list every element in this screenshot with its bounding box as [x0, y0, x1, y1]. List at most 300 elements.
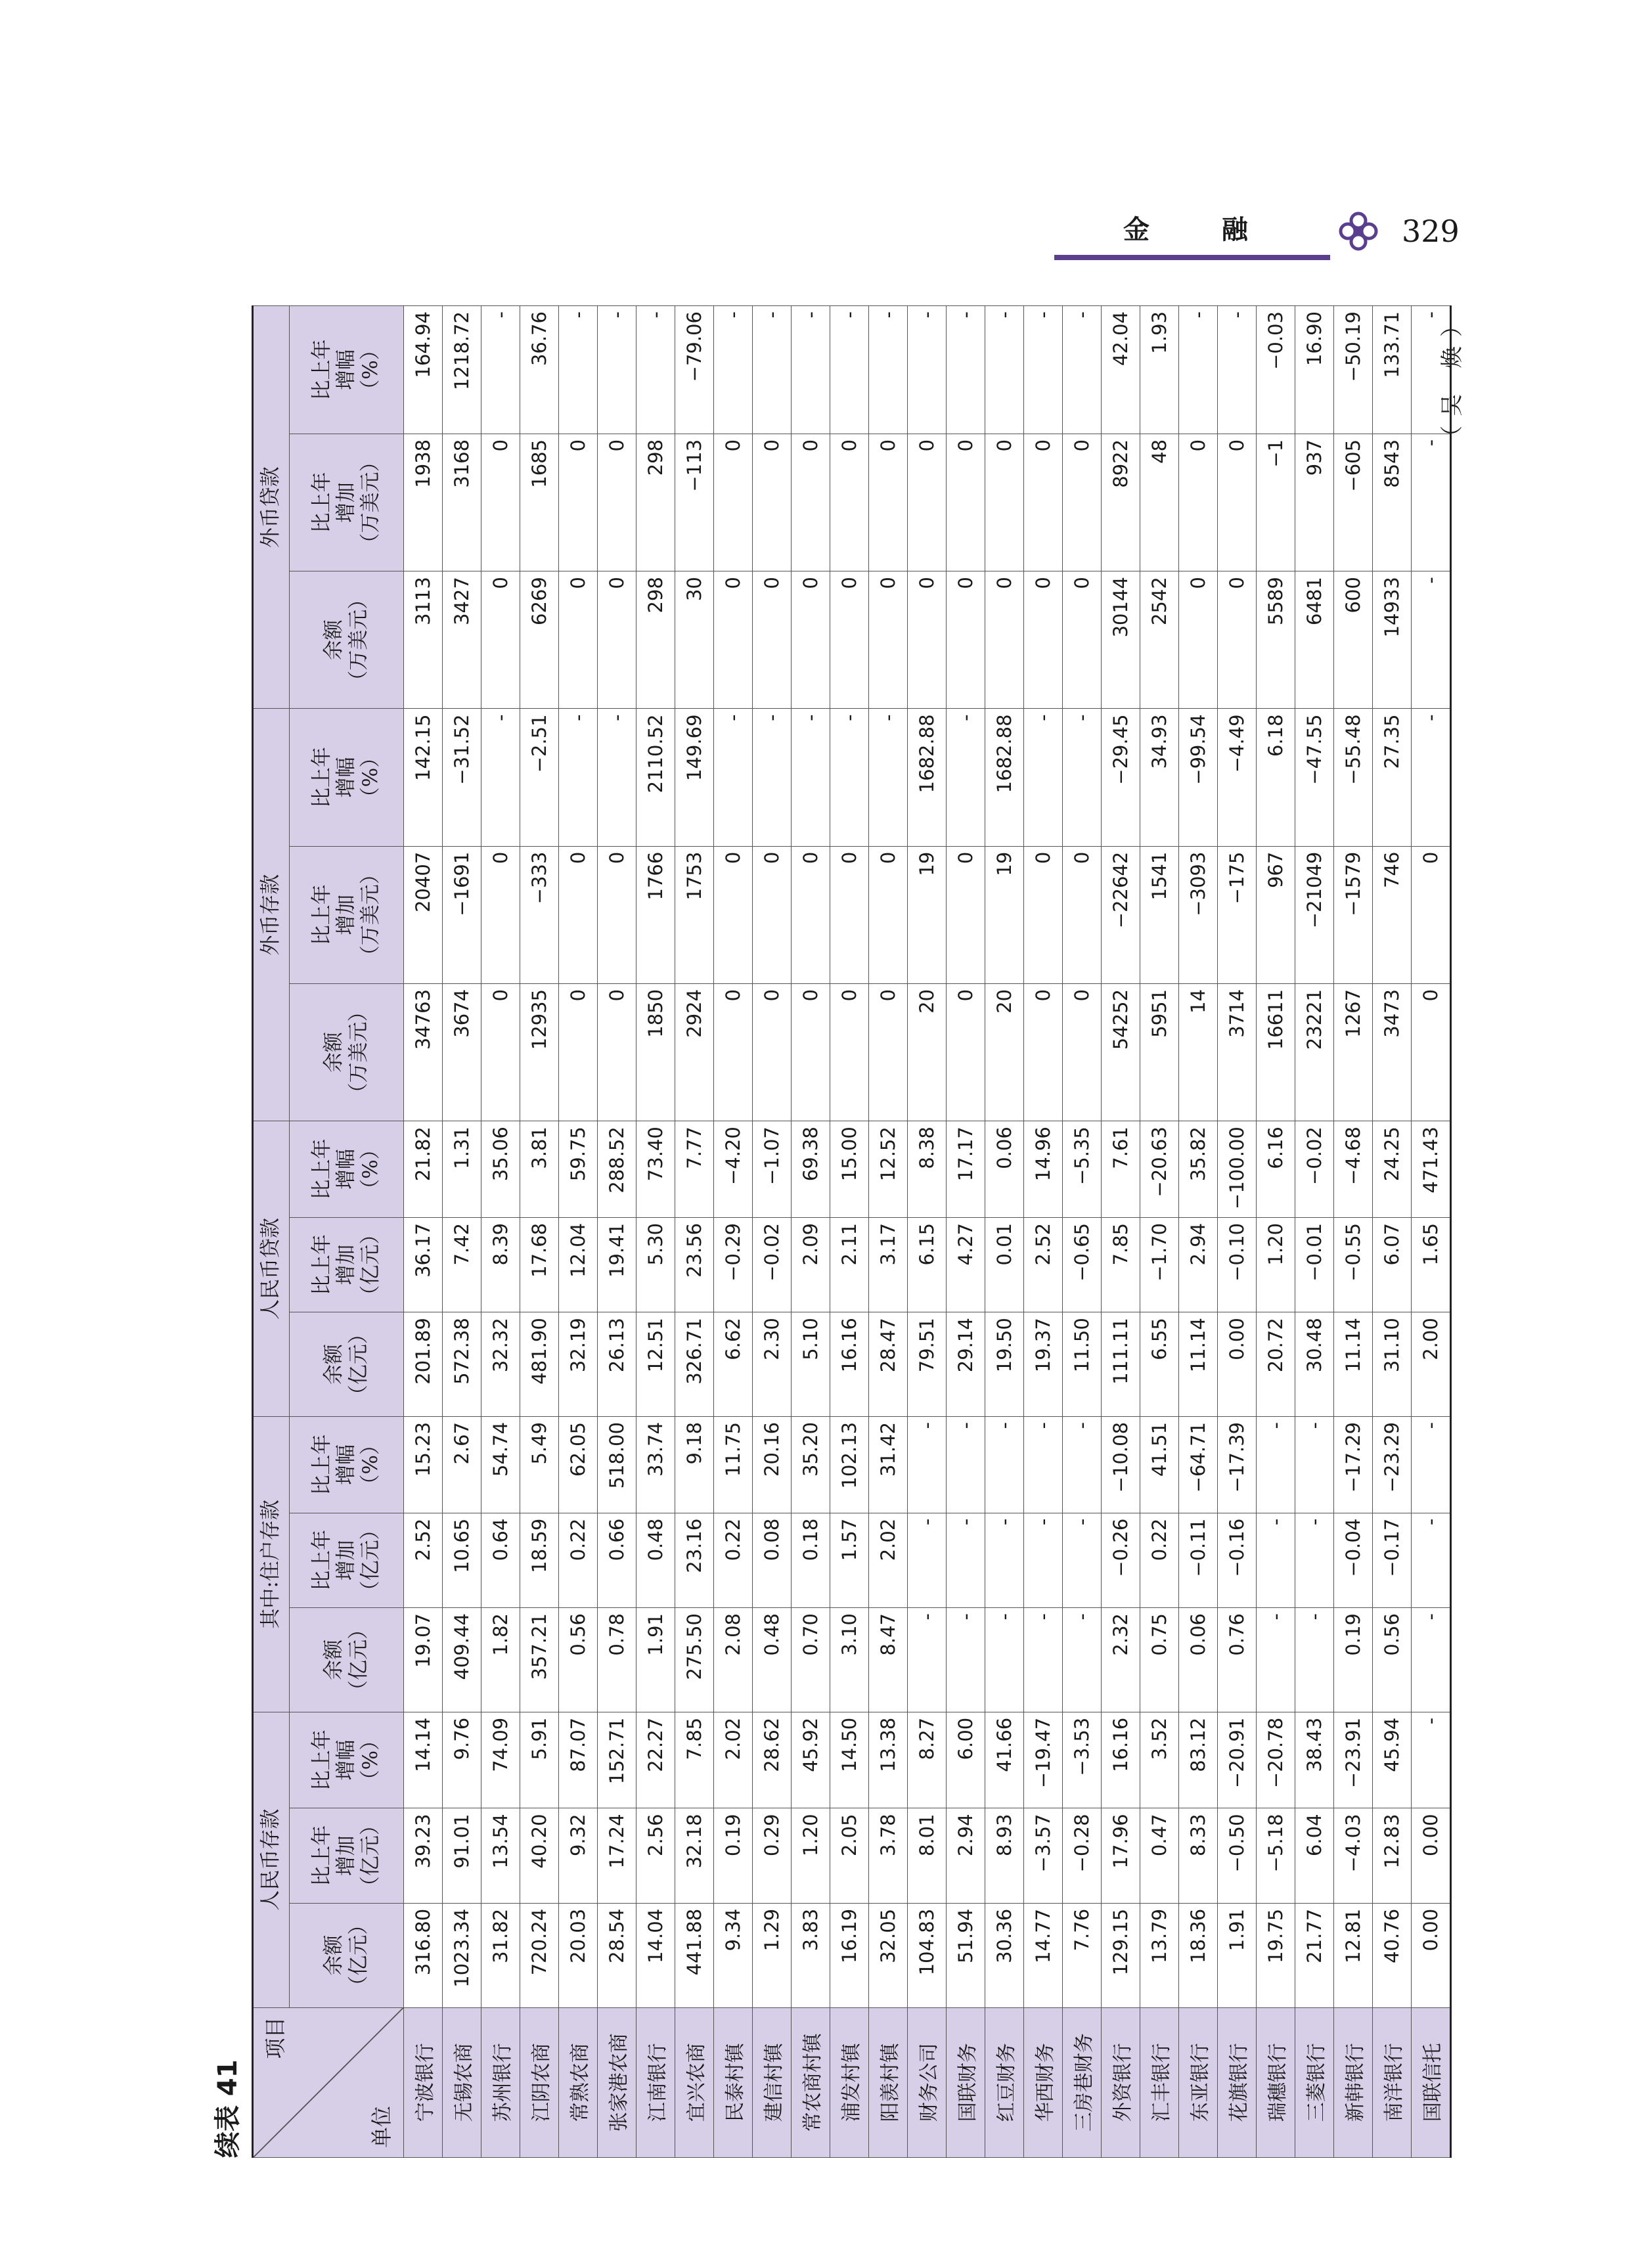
group-header: 外币存款	[253, 709, 290, 1121]
value-cell: −5.35	[1063, 1121, 1102, 1218]
value-cell: 0	[869, 983, 908, 1121]
value-cell: 6.16	[1257, 1121, 1295, 1218]
value-cell: 34.93	[1140, 709, 1179, 846]
value-cell: 38.43	[1295, 1712, 1334, 1808]
value-cell: -	[1024, 709, 1063, 846]
value-cell: −19.47	[1024, 1712, 1063, 1808]
unit-name-cell: 花旗银行	[1218, 2007, 1257, 2157]
value-cell: 129.15	[1102, 1903, 1140, 2007]
unit-name-cell: 汇丰银行	[1140, 2007, 1179, 2157]
value-cell: 0.56	[1373, 1608, 1412, 1712]
unit-name-cell: 外资银行	[1102, 2007, 1140, 2157]
value-cell: -	[1412, 306, 1451, 434]
value-cell: 0.00	[1412, 1808, 1451, 1903]
value-cell: −99.54	[1179, 709, 1218, 846]
sub-header-increase-cny: 比上年 增加 （亿元）	[290, 1808, 404, 1903]
value-cell: −55.48	[1334, 709, 1373, 846]
value-cell: 91.01	[443, 1808, 481, 1903]
value-cell: 0	[792, 983, 830, 1121]
value-cell: -	[1412, 1513, 1451, 1607]
value-cell: -	[830, 709, 869, 846]
value-cell: 1023.34	[443, 1903, 481, 2007]
value-cell: 19	[908, 846, 947, 983]
value-cell: 0	[830, 983, 869, 1121]
value-cell: −4.49	[1218, 709, 1257, 846]
value-cell: 0	[598, 846, 636, 983]
value-cell: 16.90	[1295, 306, 1334, 434]
value-cell: 14.14	[404, 1712, 443, 1808]
table-footnote: （吴 焕）	[1439, 305, 1465, 448]
value-cell: -	[1412, 1416, 1451, 1513]
value-cell: 30.36	[985, 1903, 1024, 2007]
value-cell: −3.57	[1024, 1808, 1063, 1903]
value-cell: 0	[481, 434, 520, 571]
value-cell: 0.66	[598, 1513, 636, 1607]
table-row	[1412, 306, 1451, 2158]
value-cell: 2.05	[830, 1808, 869, 1903]
table-row	[1140, 306, 1179, 2158]
value-cell: 32.32	[481, 1312, 520, 1417]
value-cell: 1685	[520, 434, 559, 571]
unit-name-cell: 阳羡村镇	[869, 2007, 908, 2157]
value-cell: 2.02	[869, 1513, 908, 1607]
value-cell: 0	[1063, 983, 1102, 1121]
value-cell: −1691	[443, 846, 481, 983]
value-cell: 36.76	[520, 306, 559, 434]
group-header: 其中:住户存款	[253, 1416, 290, 1712]
value-cell: 1.31	[443, 1121, 481, 1218]
value-cell: 19.37	[1024, 1312, 1063, 1417]
value-cell: -	[908, 1608, 947, 1712]
value-cell: 14933	[1373, 571, 1412, 709]
value-cell: -	[1412, 1608, 1451, 1712]
value-cell: 0	[1063, 434, 1102, 571]
value-cell: 16.16	[1102, 1712, 1140, 1808]
value-cell: 28.62	[753, 1712, 792, 1808]
value-cell: 0	[559, 571, 598, 709]
value-cell: 12.04	[559, 1217, 598, 1312]
table-row	[869, 306, 908, 2158]
value-cell: 73.40	[636, 1121, 675, 1218]
corner-header	[253, 2007, 404, 2157]
value-cell: 34763	[404, 983, 443, 1121]
value-cell: 6.55	[1140, 1312, 1179, 1417]
value-cell: 0	[792, 434, 830, 571]
value-cell: −0.04	[1334, 1513, 1373, 1607]
value-cell: 1753	[675, 846, 714, 983]
value-cell: 0.22	[1140, 1513, 1179, 1607]
value-cell: 16.19	[830, 1903, 869, 2007]
value-cell: 2.09	[792, 1217, 830, 1312]
value-cell: 6.15	[908, 1217, 947, 1312]
value-cell: 2542	[1140, 571, 1179, 709]
value-cell: 10.65	[443, 1513, 481, 1607]
sub-header-growth: 比上年 增幅 （%）	[290, 1416, 404, 1513]
value-cell: −113	[675, 434, 714, 571]
value-cell: 0.00	[1412, 1903, 1451, 2007]
value-cell: 0	[598, 434, 636, 571]
value-cell: 45.92	[792, 1712, 830, 1808]
value-cell: -	[792, 709, 830, 846]
value-cell: 0	[985, 434, 1024, 571]
value-cell: 0.56	[559, 1608, 598, 1712]
unit-name-cell: 宁波银行	[404, 2007, 443, 2157]
value-cell: 0.06	[1179, 1608, 1218, 1712]
value-cell: 518.00	[598, 1416, 636, 1513]
value-cell: −0.55	[1334, 1217, 1373, 1312]
value-cell: 0.19	[714, 1808, 753, 1903]
value-cell: −0.11	[1179, 1513, 1218, 1607]
corner-item-label: 项目	[263, 2017, 288, 2059]
value-cell: 2.56	[636, 1808, 675, 1903]
value-cell: -	[908, 1416, 947, 1513]
value-cell: 19.75	[1257, 1903, 1295, 2007]
value-cell: 0	[481, 846, 520, 983]
value-cell: 3.10	[830, 1608, 869, 1712]
value-cell: 572.38	[443, 1312, 481, 1417]
value-cell: -	[1412, 709, 1451, 846]
value-cell: 0	[947, 571, 985, 709]
value-cell: 1.57	[830, 1513, 869, 1607]
unit-name-cell: 国联财务	[947, 2007, 985, 2157]
value-cell: 0	[1412, 983, 1451, 1121]
value-cell: 3473	[1373, 983, 1412, 1121]
sub-header-balance-cny: 余额 （亿元）	[290, 1312, 404, 1417]
value-cell: 2.00	[1412, 1312, 1451, 1417]
value-cell: 1938	[404, 434, 443, 571]
value-cell: 0	[1024, 983, 1063, 1121]
table-row	[985, 306, 1024, 2158]
value-cell: -	[792, 306, 830, 434]
value-cell: -	[947, 1416, 985, 1513]
value-cell: 2.52	[404, 1513, 443, 1607]
value-cell: 20	[985, 983, 1024, 1121]
value-cell: 0	[559, 434, 598, 571]
value-cell: 6.07	[1373, 1217, 1412, 1312]
value-cell: 0	[559, 983, 598, 1121]
value-cell: -	[908, 1513, 947, 1607]
value-cell: 30.48	[1295, 1312, 1334, 1417]
value-cell: 83.12	[1179, 1712, 1218, 1808]
value-cell: 0	[869, 571, 908, 709]
value-cell: 12935	[520, 983, 559, 1121]
value-cell: 3674	[443, 983, 481, 1121]
value-cell: 20.16	[753, 1416, 792, 1513]
value-cell: -	[1257, 1416, 1295, 1513]
table-row	[714, 306, 753, 2158]
value-cell: 6.04	[1295, 1808, 1334, 1903]
unit-name-cell: 东亚银行	[1179, 2007, 1218, 2157]
value-cell: 1.93	[1140, 306, 1179, 434]
value-cell: 0	[869, 846, 908, 983]
value-cell: -	[714, 306, 753, 434]
value-cell: 11.75	[714, 1416, 753, 1513]
table-row	[443, 306, 481, 2158]
unit-name-cell: 新韩银行	[1334, 2007, 1373, 2157]
value-cell: 1.82	[481, 1608, 520, 1712]
value-cell: 0	[869, 434, 908, 571]
value-cell: 1682.88	[985, 709, 1024, 846]
value-cell: 0	[947, 846, 985, 983]
value-cell: -	[1063, 1513, 1102, 1607]
value-cell: 0.64	[481, 1513, 520, 1607]
value-cell: 0	[947, 434, 985, 571]
value-cell: 14.96	[1024, 1121, 1063, 1218]
value-cell: 21.82	[404, 1121, 443, 1218]
value-cell: 0.19	[1334, 1608, 1373, 1712]
value-cell: 152.71	[598, 1712, 636, 1808]
value-cell: 0	[714, 846, 753, 983]
value-cell: 746	[1373, 846, 1412, 983]
value-cell: 3168	[443, 434, 481, 571]
value-cell: 3714	[1218, 983, 1257, 1121]
value-cell: 12.81	[1334, 1903, 1373, 2007]
value-cell: -	[947, 1513, 985, 1607]
value-cell: 0.47	[1140, 1808, 1179, 1903]
value-cell: −0.28	[1063, 1808, 1102, 1903]
value-cell: 0	[908, 571, 947, 709]
value-cell: 5589	[1257, 571, 1295, 709]
value-cell: 7.42	[443, 1217, 481, 1312]
unit-name-cell: 财务公司	[908, 2007, 947, 2157]
value-cell: 7.77	[675, 1121, 714, 1218]
value-cell: 45.94	[1373, 1712, 1412, 1808]
table-row	[636, 306, 675, 2158]
value-cell: 4.27	[947, 1217, 985, 1312]
value-cell: −1.70	[1140, 1217, 1179, 1312]
value-cell: −5.18	[1257, 1808, 1295, 1903]
value-cell: 42.04	[1102, 306, 1140, 434]
value-cell: 298	[636, 434, 675, 571]
value-cell: 39.23	[404, 1808, 443, 1903]
value-cell: 7.85	[1102, 1217, 1140, 1312]
value-cell: 15.23	[404, 1416, 443, 1513]
value-cell: 0	[714, 434, 753, 571]
value-cell: 0.22	[714, 1513, 753, 1607]
value-cell: 3.83	[792, 1903, 830, 2007]
value-cell: 142.15	[404, 709, 443, 846]
table-row	[675, 306, 714, 2158]
value-cell: −175	[1218, 846, 1257, 983]
unit-name-cell: 建信村镇	[753, 2007, 792, 2157]
value-cell: 298	[636, 571, 675, 709]
value-cell: 5.91	[520, 1712, 559, 1808]
value-cell: 74.09	[481, 1712, 520, 1808]
value-cell: 3.52	[1140, 1712, 1179, 1808]
value-cell: 2110.52	[636, 709, 675, 846]
value-cell: -	[1218, 306, 1257, 434]
value-cell: −1	[1257, 434, 1295, 571]
value-cell: 20407	[404, 846, 443, 983]
value-cell: 8.39	[481, 1217, 520, 1312]
value-cell: −23.29	[1373, 1416, 1412, 1513]
value-cell: 9.32	[559, 1808, 598, 1903]
value-cell: 5951	[1140, 983, 1179, 1121]
table-row	[1334, 306, 1373, 2158]
value-cell: 0	[598, 983, 636, 1121]
value-cell: 35.06	[481, 1121, 520, 1218]
value-cell: 0	[481, 983, 520, 1121]
sub-header-growth: 比上年 增幅 （%）	[290, 306, 404, 434]
sub-header-balance-cny: 余额 （亿元）	[290, 1903, 404, 2007]
table-row	[1295, 306, 1334, 2158]
table-row	[1102, 306, 1140, 2158]
value-cell: 0	[1412, 846, 1451, 983]
value-cell: 2.94	[1179, 1217, 1218, 1312]
group-header: 人民币存款	[253, 1712, 290, 2007]
value-cell: 133.71	[1373, 306, 1412, 434]
table-row	[1063, 306, 1102, 2158]
value-cell: 32.19	[559, 1312, 598, 1417]
value-cell: -	[1412, 434, 1451, 571]
value-cell: 1218.72	[443, 306, 481, 434]
value-cell: 0	[753, 846, 792, 983]
value-cell: 13.79	[1140, 1903, 1179, 2007]
value-cell: 111.11	[1102, 1312, 1140, 1417]
value-cell: 0	[1218, 571, 1257, 709]
sub-header-increase-usd: 比上年 增加 （万美元）	[290, 434, 404, 571]
value-cell: 1.20	[1257, 1217, 1295, 1312]
value-cell: 8.01	[908, 1808, 947, 1903]
value-cell: -	[1412, 1712, 1451, 1808]
value-cell: 16611	[1257, 983, 1295, 1121]
value-cell: −23.91	[1334, 1712, 1373, 1808]
value-cell: 0.78	[598, 1608, 636, 1712]
value-cell: −0.10	[1218, 1217, 1257, 1312]
value-cell: 3113	[404, 571, 443, 709]
table-row	[1179, 306, 1218, 2158]
table-row	[1373, 306, 1412, 2158]
sub-header-growth: 比上年 增幅 （%）	[290, 709, 404, 846]
unit-name-cell: 华西财务	[1024, 2007, 1063, 2157]
value-cell: −2.51	[520, 709, 559, 846]
value-cell: 1.29	[753, 1903, 792, 2007]
value-cell: -	[869, 306, 908, 434]
value-cell: 48	[1140, 434, 1179, 571]
value-cell: 19.41	[598, 1217, 636, 1312]
value-cell: −4.03	[1334, 1808, 1373, 1903]
value-cell: 3427	[443, 571, 481, 709]
value-cell: 967	[1257, 846, 1295, 983]
value-cell: 9.34	[714, 1903, 753, 2007]
sub-header-balance-cny: 余额 （亿元）	[290, 1608, 404, 1712]
value-cell: 600	[1334, 571, 1373, 709]
value-cell: -	[559, 306, 598, 434]
unit-name-cell: 江阴农商	[520, 2007, 559, 2157]
value-cell: -	[947, 1608, 985, 1712]
value-cell: −605	[1334, 434, 1373, 571]
value-cell: -	[481, 709, 520, 846]
value-cell: 6269	[520, 571, 559, 709]
value-cell: -	[908, 306, 947, 434]
value-cell: 0	[985, 571, 1024, 709]
value-cell: 19.07	[404, 1608, 443, 1712]
value-cell: 26.13	[598, 1312, 636, 1417]
unit-name-cell: 苏州银行	[481, 2007, 520, 2157]
value-cell: -	[598, 709, 636, 846]
unit-name-cell: 常农商村镇	[792, 2007, 830, 2157]
sub-header-increase-usd: 比上年 增加 （万美元）	[290, 846, 404, 983]
table-title: 续表 41	[213, 2059, 243, 2158]
value-cell: −64.71	[1179, 1416, 1218, 1513]
value-cell: 0	[559, 846, 598, 983]
value-cell: −333	[520, 846, 559, 983]
table-row	[830, 306, 869, 2158]
value-cell: 8.33	[1179, 1808, 1218, 1903]
value-cell: −4.20	[714, 1121, 753, 1218]
value-cell: 0.08	[753, 1513, 792, 1607]
value-cell: 0	[908, 434, 947, 571]
table-row	[481, 306, 520, 2158]
rotated-table-container	[207, 305, 1475, 2158]
value-cell: −3.53	[1063, 1712, 1102, 1808]
table-row	[792, 306, 830, 2158]
value-cell: 8.38	[908, 1121, 947, 1218]
value-cell: 2.32	[1102, 1608, 1140, 1712]
value-cell: 0.48	[753, 1608, 792, 1712]
value-cell: -	[598, 306, 636, 434]
value-cell: -	[1295, 1608, 1334, 1712]
value-cell: 30144	[1102, 571, 1140, 709]
table-row	[908, 306, 947, 2158]
value-cell: 17.96	[1102, 1808, 1140, 1903]
value-cell: -	[985, 1416, 1024, 1513]
value-cell: 24.25	[1373, 1121, 1412, 1218]
sub-header-balance-usd: 余额 （万美元）	[290, 571, 404, 709]
value-cell: -	[1024, 1416, 1063, 1513]
value-cell: -	[714, 709, 753, 846]
unit-name-cell: 江南银行	[636, 2007, 675, 2157]
section-underline	[1054, 255, 1330, 260]
value-cell: 2.52	[1024, 1217, 1063, 1312]
value-cell: 6.62	[714, 1312, 753, 1417]
value-cell: 0	[714, 983, 753, 1121]
value-cell: −1.07	[753, 1121, 792, 1218]
value-cell: 35.82	[1179, 1121, 1218, 1218]
table-row	[753, 306, 792, 2158]
value-cell: −21049	[1295, 846, 1334, 983]
value-cell: 18.59	[520, 1513, 559, 1607]
group-header: 人民币贷款	[253, 1121, 290, 1417]
value-cell: 2.67	[443, 1416, 481, 1513]
value-cell: 40.76	[1373, 1903, 1412, 2007]
table-row	[1257, 306, 1295, 2158]
value-cell: 0.06	[985, 1121, 1024, 1218]
value-cell: 21.77	[1295, 1903, 1334, 2007]
value-cell: −29.45	[1102, 709, 1140, 846]
sub-header-increase-cny: 比上年 增加 （亿元）	[290, 1217, 404, 1312]
value-cell: 87.07	[559, 1712, 598, 1808]
unit-name-cell: 浦发村镇	[830, 2007, 869, 2157]
value-cell: 1.91	[1218, 1903, 1257, 2007]
value-cell: 31.82	[481, 1903, 520, 2007]
value-cell: -	[1412, 571, 1451, 709]
value-cell: 23.56	[675, 1217, 714, 1312]
value-cell: 288.52	[598, 1121, 636, 1218]
value-cell: −17.39	[1218, 1416, 1257, 1513]
value-cell: −0.02	[1295, 1121, 1334, 1218]
value-cell: 9.76	[443, 1712, 481, 1808]
value-cell: 0.29	[753, 1808, 792, 1903]
value-cell: 0	[598, 571, 636, 709]
value-cell: 36.17	[404, 1217, 443, 1312]
value-cell: 471.43	[1412, 1121, 1451, 1218]
value-cell: 0	[714, 571, 753, 709]
value-cell: -	[1257, 1513, 1295, 1607]
value-cell: -	[830, 306, 869, 434]
table-row	[947, 306, 985, 2158]
section-title: 金 融	[1123, 215, 1280, 245]
